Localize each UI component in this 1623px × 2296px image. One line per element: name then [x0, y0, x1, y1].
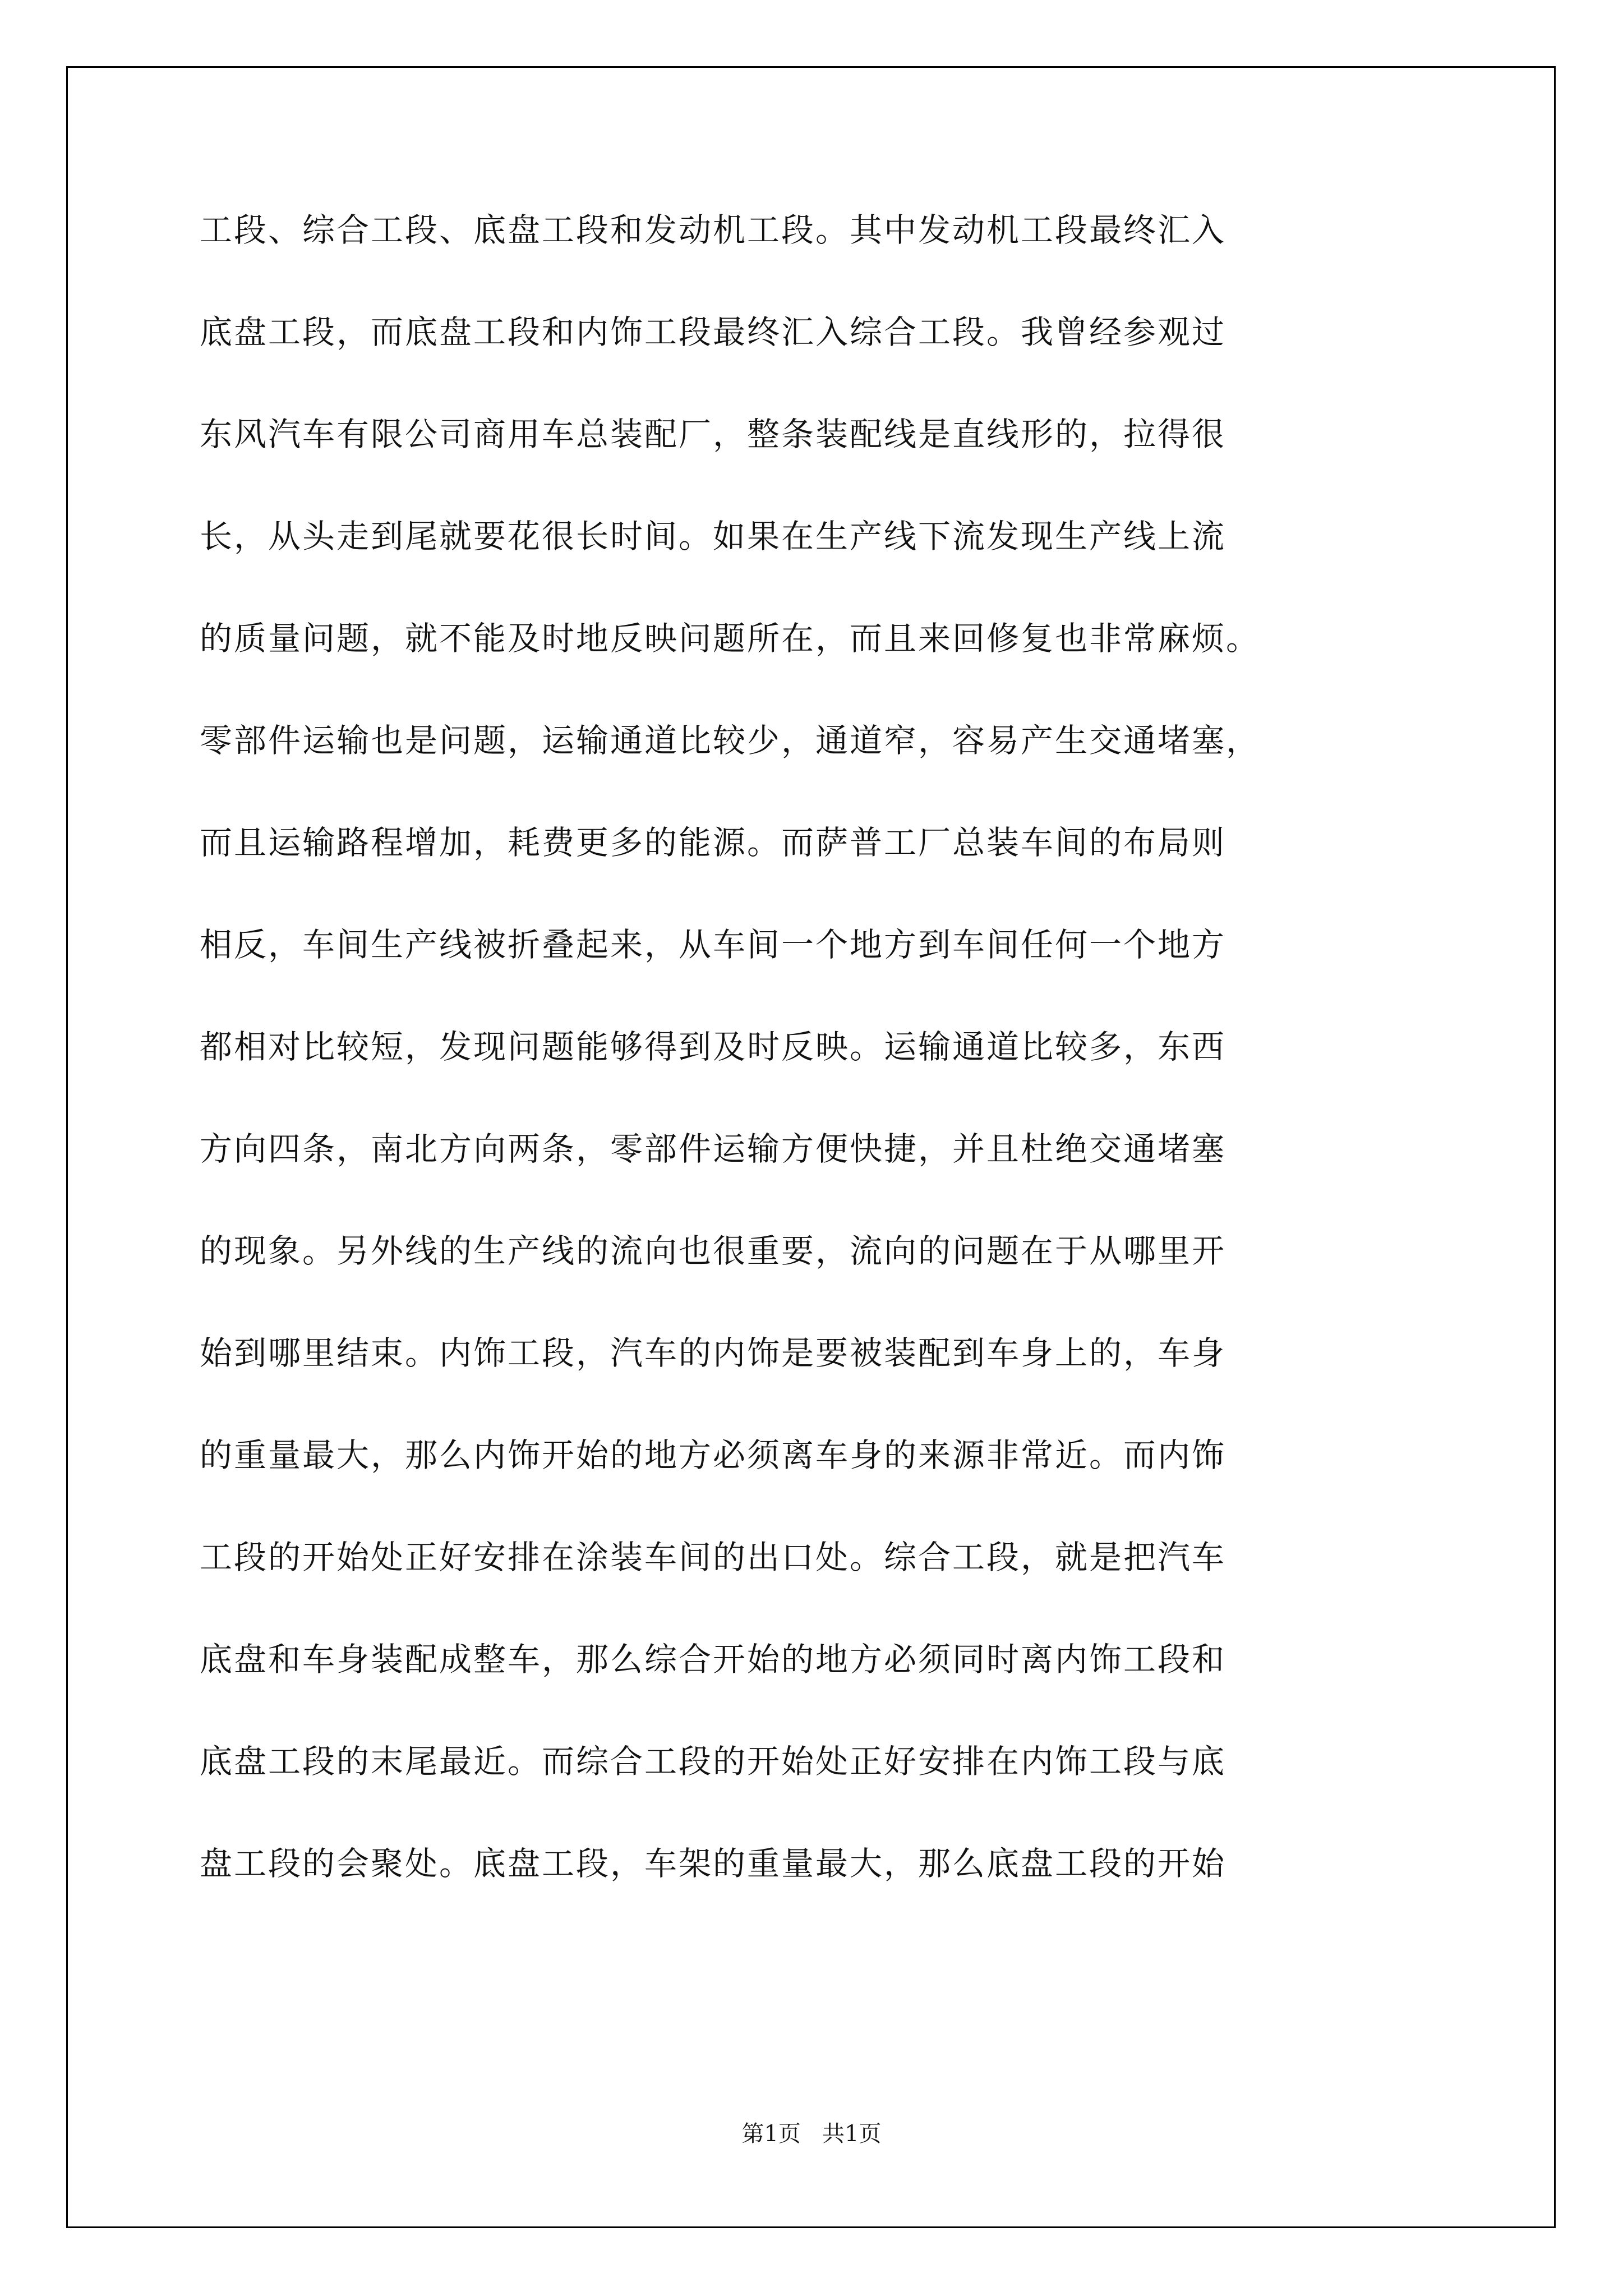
text-line: 都相对比较短，发现问题能够得到及时反映。运输通道比较多，东西 [200, 1028, 1227, 1066]
text-line: 零部件运输也是问题，运输通道比较少，通道窄，容易产生交通堵塞， [200, 721, 1261, 760]
text-line: 工段的开始处正好安排在涂装车间的出口处。综合工段，就是把汽车 [200, 1538, 1227, 1576]
text-line: 而且运输路程增加，耗费更多的能源。而萨普工厂总装车间的布局则 [200, 823, 1227, 862]
text-line: 底盘工段的末尾最近。而综合工段的开始处正好安排在内饰工段与底 [200, 1742, 1227, 1780]
text-line: 东风汽车有限公司商用车总装配厂，整条装配线是直线形的，拉得很 [200, 415, 1227, 453]
text-line: 工段、综合工段、底盘工段和发动机工段。其中发动机工段最终汇入 [200, 211, 1227, 249]
text-line: 的重量最大，那么内饰开始的地方必须离车身的来源非常近。而内饰 [200, 1436, 1227, 1474]
text-line: 底盘和车身装配成整车，那么综合开始的地方必须同时离内饰工段和 [200, 1640, 1227, 1678]
text-line: 长，从头走到尾就要花很长时间。如果在生产线下流发现生产线上流 [200, 517, 1227, 555]
text-line: 底盘工段，而底盘工段和内饰工段最终汇入综合工段。我曾经参观过 [200, 313, 1227, 351]
text-line: 始到哪里结束。内饰工段，汽车的内饰是要被装配到车身上的，车身 [200, 1334, 1227, 1372]
document-body [200, 210, 1433, 1946]
text-line: 方向四条，南北方向两条，零部件运输方便快捷，并且杜绝交通堵塞 [200, 1130, 1227, 1168]
page-footer: 第1页 共1页 [741, 2121, 882, 2147]
text-line: 的现象。另外线的生产线的流向也很重要，流向的问题在于从哪里开 [200, 1232, 1227, 1270]
text-line: 的质量问题，就不能及时地反映问题所在，而且来回修复也非常麻烦。 [200, 619, 1261, 657]
text-line: 相反，车间生产线被折叠起来，从车间一个地方到车间任何一个地方 [200, 926, 1227, 964]
text-line: 盘工段的会聚处。底盘工段，车架的重量最大，那么底盘工段的开始 [200, 1844, 1227, 1883]
